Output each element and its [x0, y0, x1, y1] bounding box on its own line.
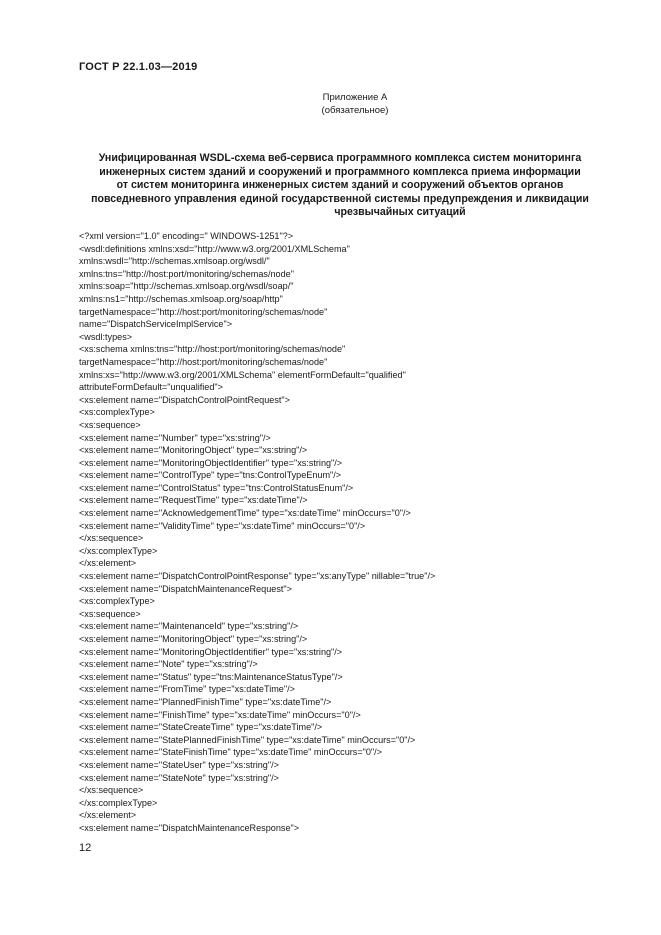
- code-line: <xs:element name="FromTime" type="xs:dateTime"/>: [79, 684, 295, 695]
- wsdl-code-listing: [79, 230, 435, 835]
- code-line: <xs:element name="StateCreateTime" type="xs:dateTime"/>: [79, 722, 323, 733]
- code-line: <xs:complexType>: [79, 407, 155, 418]
- title-line: чрезвычайных ситуаций: [334, 206, 466, 219]
- code-line: <xs:element name="DispatchMaintenanceRequest">: [79, 583, 292, 594]
- code-line: <xs:element name="MonitoringObject" type="xs:string"/>: [79, 445, 308, 456]
- code-line: <xs:element name="ControlType" type="tns:ControlTypeEnum"/>: [79, 470, 342, 481]
- page-number: 12: [79, 842, 92, 854]
- code-line: <xs:element name="ValidityTime" type="xs:dateTime" minOccurs="0"/>: [79, 520, 366, 531]
- code-line: xmlns:ns1="http://schemas.xmlsoap.org/soap/http": [79, 293, 283, 304]
- code-line: <xs:element name="ControlStatus" type="tns:ControlStatusEnum"/>: [79, 482, 354, 493]
- code-line: <xs:schema xmlns:tns="http://host:port/monitoring/schemas/node": [79, 344, 346, 355]
- title-line: Унифицированная WSDL-схема веб-сервиса программного комплекса систем мониторинга: [98, 152, 582, 164]
- code-line: targetNamespace="http://host:port/monitoring/schemas/node": [79, 306, 328, 317]
- code-line: <xs:element name="MaintenanceId" type="xs:string"/>: [79, 621, 299, 632]
- code-line: <xs:element name="DispatchMaintenanceResponse">: [79, 822, 300, 833]
- code-line: name="DispatchServiceImplService">: [79, 319, 233, 330]
- code-line: <xs:element name="MonitoringObject" type="xs:string"/>: [79, 634, 308, 644]
- title-line: инженерных систем зданий и сооружений и программного комплекса приема информации: [99, 165, 581, 178]
- code-line: <xs:complexType>: [79, 596, 155, 607]
- code-line: <xs:element name="DispatchControlPointRequest">: [79, 394, 290, 405]
- appendix-heading: [300, 91, 410, 117]
- code-line: <xs:element name="FinishTime" type="xs:dateTime" minOccurs="0"/>: [79, 709, 361, 720]
- code-line: <xs:element name="MonitoringObjectIdentifier" type="xs:string"/>: [79, 457, 343, 468]
- code-line: xmlns:soap="http://schemas.xmlsoap.org/wsdl/soap/": [79, 281, 294, 292]
- code-line: <xs:element name="Note" type="xs:string"/>: [79, 659, 258, 670]
- code-line: </xs:element>: [79, 558, 137, 569]
- code-line: <xs:element name="StateUser" type="xs:string"/>: [79, 759, 279, 770]
- document-code-header: ГОСТ Р 22.1.03—2019: [79, 61, 198, 73]
- code-line: attributeFormDefault="unqualified">: [79, 382, 223, 393]
- appendix-title: [70, 152, 610, 220]
- appendix-status: (обязательное): [321, 105, 389, 116]
- code-line: </xs:sequence>: [79, 533, 144, 544]
- code-line: <xs:sequence>: [79, 419, 141, 430]
- code-line: <xs:element name="RequestTime" type="xs:dateTime"/>: [79, 495, 308, 506]
- code-line: xmlns:tns="http://host:port/monitoring/schemas/node": [79, 268, 294, 279]
- code-line: <xs:element name="DispatchControlPointResponse" type="xs:anyType" nillable="true"/>: [79, 571, 436, 582]
- code-line: <xs:element name="StatePlannedFinishTime" type="xs:dateTime" minOccurs="0"/>: [79, 734, 416, 745]
- code-line: targetNamespace="http://host:port/monitoring/schemas/node": [79, 356, 328, 367]
- code-line: <xs:element name="MonitoringObjectIdentifier" type="xs:string"/>: [79, 646, 343, 657]
- code-line: xmlns:wsdl="http://schemas.xmlsoap.org/wsdl/": [79, 256, 270, 267]
- code-line: <wsdl:definitions xmlns:xsd="http://www.w3.org/2001/XMLSchema": [79, 243, 350, 254]
- code-line: </xs:sequence>: [79, 785, 144, 796]
- code-line: <?xml version="1.0" encoding=" WINDOWS-1251"?>: [79, 231, 294, 241]
- code-line: <xs:element name="Status" type="tns:MaintenanceStatusType"/>: [79, 671, 343, 682]
- code-line: </xs:element>: [79, 810, 137, 821]
- title-line: от систем мониторинга инженерных систем зданий и сооружений объектов органов: [116, 179, 564, 192]
- code-line: <xs:element name="Number" type="xs:string"/>: [79, 432, 271, 443]
- code-line: <xs:element name="AcknowledgementTime" type="xs:dateTime" minOccurs="0"/>: [79, 508, 411, 519]
- appendix-label: Приложение А: [322, 92, 388, 103]
- code-line: <xs:element name="StateFinishTime" type="xs:dateTime" minOccurs="0"/>: [79, 747, 382, 758]
- code-line: <wsdl:types>: [79, 331, 133, 342]
- code-line: <xs:sequence>: [79, 608, 141, 619]
- code-line: </xs:complexType>: [79, 797, 158, 808]
- code-line: <xs:element name="PlannedFinishTime" type="xs:dateTime"/>: [79, 696, 332, 707]
- title-line: повседневного управления единой государственной системы предупреждения и ликвидации: [91, 192, 589, 205]
- code-line: </xs:complexType>: [79, 545, 158, 556]
- code-line: <xs:element name="StateNote" type="xs:string"/>: [79, 772, 279, 783]
- code-line: xmlns:xs="http://www.w3.org/2001/XMLSchema" elementFormDefault="qualified": [79, 369, 406, 380]
